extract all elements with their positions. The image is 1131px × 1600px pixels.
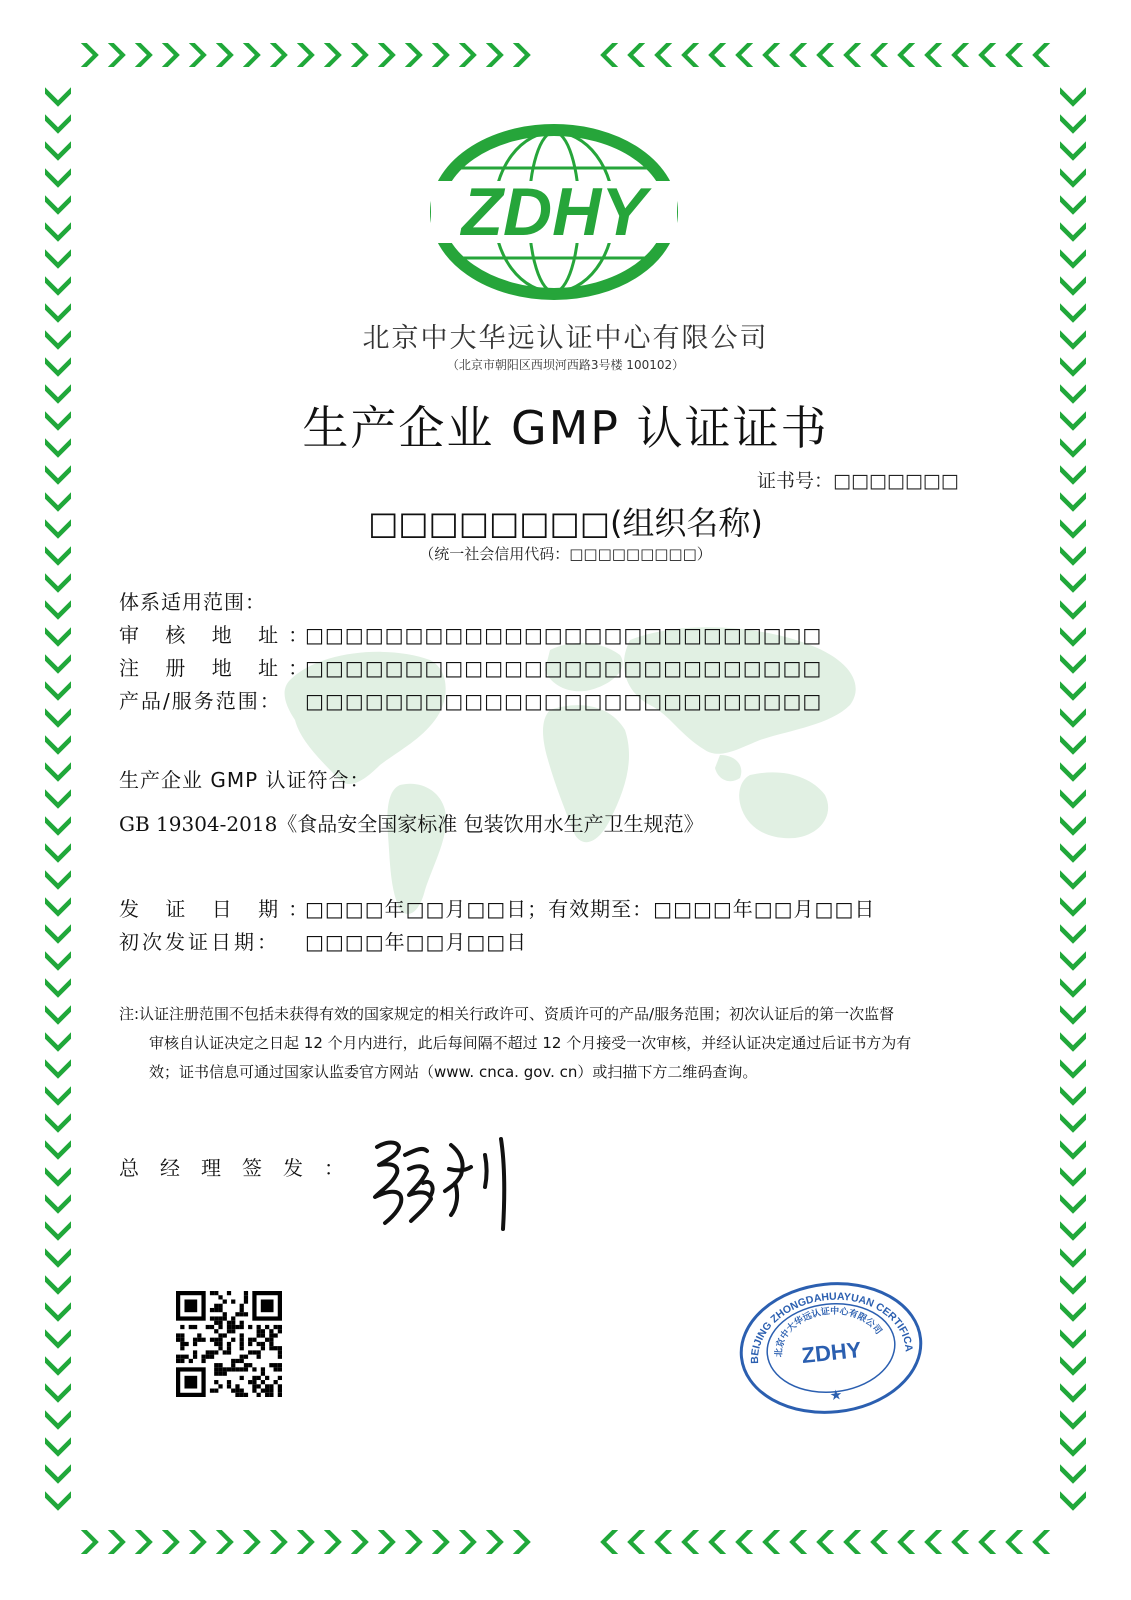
laurel-leaf xyxy=(1060,276,1086,296)
logo-text: ZDHY xyxy=(461,174,647,250)
laurel-leaf xyxy=(924,43,942,67)
scope-label: 体系适用范围： xyxy=(119,590,266,614)
laurel-leaf xyxy=(297,1530,315,1554)
laurel-leaf xyxy=(81,43,99,67)
laurel-leaf xyxy=(1060,1491,1086,1511)
laurel-leaf xyxy=(789,43,807,67)
laurel-leaf xyxy=(1060,978,1086,998)
laurel-leaf xyxy=(45,1491,71,1511)
laurel-leaf xyxy=(45,114,71,134)
laurel-leaf xyxy=(1060,1437,1086,1457)
laurel-leaf xyxy=(1005,1530,1023,1554)
laurel-leaf xyxy=(108,1530,126,1554)
laurel-leaf xyxy=(45,1356,71,1376)
company-name: 北京中大华远认证中心有限公司 xyxy=(362,323,769,354)
organization-name: □□□□□□□□(组织名称) xyxy=(368,504,763,542)
laurel-leaf xyxy=(1060,1005,1086,1024)
laurel-leaf xyxy=(1060,735,1086,755)
laurel-leaf xyxy=(405,1530,423,1554)
svg-text:ZDHY: ZDHY xyxy=(800,1336,863,1369)
laurel-leaf xyxy=(1060,897,1086,917)
scope-row xyxy=(119,586,266,615)
laurel-leaf xyxy=(1060,1356,1086,1376)
laurel-leaf xyxy=(627,1530,645,1554)
laurel-leaf xyxy=(45,222,71,242)
laurel-leaf xyxy=(45,1059,71,1079)
laurel-leaf xyxy=(1060,573,1086,593)
company-address: （北京市朝阳区西坝河西路3号楼 100102） xyxy=(446,358,685,372)
audit-address-row xyxy=(119,619,822,648)
laurel-leaf xyxy=(1005,43,1023,67)
laurel-leaf xyxy=(1060,1167,1086,1187)
laurel-leaf xyxy=(45,1113,71,1133)
laurel-leaf xyxy=(1032,43,1050,67)
laurel-leaf xyxy=(45,1005,71,1024)
laurel-leaf xyxy=(45,1194,71,1214)
laurel-leaf xyxy=(45,708,71,728)
laurel-leaf xyxy=(45,762,71,782)
note-line-2: 审核自认证决定之日起 12 个月内进行，此后每间隔不超过 12 个月接受一次审核，并经认证决定通过后证书方为有 xyxy=(149,1034,912,1052)
laurel-leaf xyxy=(45,1302,71,1322)
laurel-leaf xyxy=(627,43,645,67)
laurel-leaf xyxy=(1060,1329,1086,1349)
laurel-leaf xyxy=(1032,1530,1050,1554)
svg-text:BEIJING ZHONGDAHUAYUAN CERTIFI: BEIJING ZHONGDAHUAYUAN CERTIFICATION xyxy=(748,1290,915,1364)
product-scope-value: □□□□□□□□□□□□□□□□□□□□□□□□□□ xyxy=(305,689,823,713)
laurel-leaf xyxy=(324,1530,342,1554)
compliance-label: 生产企业 GMP 认证符合： xyxy=(119,768,371,792)
laurel-leaf xyxy=(45,141,71,161)
registered-address-value: □□□□□□□□□□□□□□□□□□□□□□□□□□ xyxy=(305,656,823,680)
note-paragraph xyxy=(119,1000,1019,1087)
laurel-leaf xyxy=(270,1530,288,1554)
laurel-leaf xyxy=(816,43,834,67)
laurel-leaf xyxy=(1060,1383,1086,1403)
laurel-leaf xyxy=(45,1383,71,1403)
laurel-leaf xyxy=(1060,222,1086,242)
laurel-leaf xyxy=(108,43,126,67)
laurel-leaf xyxy=(45,1248,71,1268)
laurel-leaf xyxy=(951,43,969,67)
laurel-leaf xyxy=(378,1530,396,1554)
laurel-leaf xyxy=(1060,924,1086,944)
laurel-leaf xyxy=(513,43,531,67)
laurel-leaf xyxy=(486,43,504,67)
laurel-leaf xyxy=(45,1032,71,1052)
laurel-leaf xyxy=(432,43,450,67)
certificate-title: 生产企业 GMP 认证证书 xyxy=(302,401,829,455)
laurel-leaf xyxy=(270,43,288,67)
laurel-leaf xyxy=(1060,141,1086,161)
laurel-leaf xyxy=(45,654,71,674)
laurel-leaf xyxy=(351,1530,369,1554)
laurel-leaf xyxy=(45,681,71,701)
laurel-leaf xyxy=(189,43,207,67)
product-scope-row xyxy=(119,685,822,714)
laurel-leaf xyxy=(45,789,71,809)
laurel-leaf xyxy=(1060,681,1086,701)
laurel-leaf xyxy=(45,951,71,971)
laurel-leaf xyxy=(843,1530,861,1554)
laurel-leaf xyxy=(654,43,672,67)
laurel-leaf xyxy=(45,276,71,296)
laurel-leaf xyxy=(1060,708,1086,728)
laurel-leaf xyxy=(189,1530,207,1554)
credit-code: （统一社会信用代码：□□□□□□□□□） xyxy=(419,545,712,563)
laurel-leaf xyxy=(324,43,342,67)
laurel-leaf xyxy=(816,1530,834,1554)
laurel-leaf xyxy=(135,43,153,67)
laurel-leaf xyxy=(45,816,71,836)
laurel-leaf xyxy=(45,600,71,620)
handwritten-signature xyxy=(365,1125,525,1235)
laurel-leaf xyxy=(1060,1464,1086,1484)
compliance-standard: GB 19304-2018《食品安全国家标准 包装饮用水生产卫生规范》 xyxy=(119,812,704,836)
laurel-leaf xyxy=(1060,1032,1086,1052)
registered-address-row xyxy=(119,652,822,681)
audit-address-value: □□□□□□□□□□□□□□□□□□□□□□□□□□ xyxy=(305,623,823,647)
laurel-leaf xyxy=(1060,1302,1086,1322)
laurel-leaf xyxy=(45,168,71,188)
issue-date-label: 发 证 日 期： xyxy=(119,897,319,921)
laurel-leaf xyxy=(45,1464,71,1484)
laurel-leaf xyxy=(45,1437,71,1457)
laurel-leaf xyxy=(978,43,996,67)
laurel-leaf xyxy=(162,43,180,67)
laurel-leaf xyxy=(708,1530,726,1554)
laurel-leaf xyxy=(45,627,71,647)
laurel-leaf xyxy=(1060,87,1086,107)
laurel-leaf xyxy=(243,1530,261,1554)
laurel-leaf xyxy=(1060,762,1086,782)
laurel-leaf xyxy=(459,1530,477,1554)
laurel-leaf xyxy=(1060,1059,1086,1079)
laurel-leaf xyxy=(1060,249,1086,269)
laurel-leaf xyxy=(432,1530,450,1554)
issue-date-value: □□□□年□□月□□日；有效期至：□□□□年□□月□□日 xyxy=(305,897,876,921)
laurel-leaf xyxy=(378,43,396,67)
laurel-leaf xyxy=(1060,789,1086,809)
laurel-leaf xyxy=(924,1530,942,1554)
laurel-leaf xyxy=(135,1530,153,1554)
laurel-leaf xyxy=(45,735,71,755)
laurel-leaf xyxy=(45,573,71,593)
laurel-leaf xyxy=(762,43,780,67)
laurel-leaf xyxy=(1060,1194,1086,1214)
laurel-leaf xyxy=(1060,951,1086,971)
laurel-leaf xyxy=(459,43,477,67)
laurel-leaf xyxy=(81,1530,99,1554)
laurel-leaf xyxy=(45,1410,71,1430)
laurel-leaf xyxy=(1060,843,1086,863)
laurel-leaf xyxy=(843,43,861,67)
initial-date-row xyxy=(119,926,527,955)
note-line-3: 效；证书信息可通过国家认监委官方网站（www. cnca. gov. cn）或扫描下方二维码查询。 xyxy=(149,1063,758,1081)
laurel-leaf xyxy=(1060,1410,1086,1430)
laurel-leaf xyxy=(735,43,753,67)
laurel-leaf xyxy=(216,43,234,67)
laurel-leaf xyxy=(45,1086,71,1106)
laurel-leaf xyxy=(600,43,618,67)
laurel-leaf xyxy=(45,195,71,215)
initial-date-label: 初次发证日期： xyxy=(119,930,280,954)
laurel-leaf xyxy=(45,1329,71,1349)
laurel-leaf xyxy=(45,843,71,863)
laurel-leaf xyxy=(1060,870,1086,890)
laurel-leaf xyxy=(297,43,315,67)
laurel-leaf xyxy=(951,1530,969,1554)
official-seal xyxy=(735,1278,927,1418)
laurel-leaf xyxy=(45,1221,71,1241)
laurel-leaf xyxy=(45,465,71,485)
laurel-leaf xyxy=(1060,654,1086,674)
laurel-leaf xyxy=(1060,1140,1086,1160)
laurel-leaf xyxy=(405,43,423,67)
laurel-leaf xyxy=(351,43,369,67)
laurel-leaf xyxy=(762,1530,780,1554)
laurel-leaf xyxy=(870,43,888,67)
laurel-leaf xyxy=(681,43,699,67)
laurel-leaf xyxy=(1060,195,1086,215)
qr-code[interactable] xyxy=(176,1291,282,1397)
zdhy-logo xyxy=(421,123,687,301)
svg-text:★: ★ xyxy=(828,1387,844,1405)
issue-date-row xyxy=(119,893,875,922)
laurel-leaf xyxy=(45,1140,71,1160)
laurel-leaf xyxy=(1060,816,1086,836)
certificate-number-value: □□□□□□□ xyxy=(833,470,959,492)
laurel-leaf xyxy=(45,1167,71,1187)
note-line-1: 注:认证注册范围不包括未获得有效的国家规定的相关行政许可、资质许可的产品/服务范围；初次认证后的第一次监督 xyxy=(119,1005,895,1023)
laurel-leaf xyxy=(897,1530,915,1554)
laurel-leaf xyxy=(1060,465,1086,485)
laurel-leaf xyxy=(45,870,71,890)
laurel-leaf xyxy=(681,1530,699,1554)
laurel-leaf xyxy=(897,43,915,67)
audit-address-label: 审 核 地 址： xyxy=(119,623,319,647)
laurel-leaf xyxy=(870,1530,888,1554)
laurel-leaf xyxy=(1060,1221,1086,1241)
laurel-leaf xyxy=(162,1530,180,1554)
laurel-leaf xyxy=(654,1530,672,1554)
certificate-number xyxy=(757,466,959,493)
laurel-leaf xyxy=(789,1530,807,1554)
laurel-leaf xyxy=(1060,114,1086,134)
laurel-leaf xyxy=(1060,1086,1086,1106)
laurel-leaf xyxy=(1060,1113,1086,1133)
laurel-leaf xyxy=(243,43,261,67)
laurel-leaf xyxy=(45,897,71,917)
registered-address-label: 注 册 地 址： xyxy=(119,656,319,680)
laurel-leaf xyxy=(45,924,71,944)
signer-label: 总经理签发： xyxy=(119,1156,365,1180)
laurel-leaf xyxy=(486,1530,504,1554)
laurel-leaf xyxy=(1060,1275,1086,1295)
laurel-leaf xyxy=(978,1530,996,1554)
certificate-number-label: 证书号： xyxy=(757,470,834,492)
laurel-leaf xyxy=(45,978,71,998)
laurel-leaf xyxy=(513,1530,531,1554)
laurel-leaf xyxy=(600,1530,618,1554)
laurel-leaf xyxy=(45,1275,71,1295)
laurel-leaf xyxy=(735,1530,753,1554)
laurel-leaf xyxy=(1060,1248,1086,1268)
laurel-leaf xyxy=(1060,600,1086,620)
laurel-leaf xyxy=(45,87,71,107)
laurel-leaf xyxy=(216,1530,234,1554)
laurel-leaf xyxy=(1060,168,1086,188)
laurel-leaf xyxy=(45,249,71,269)
laurel-leaf xyxy=(1060,627,1086,647)
product-scope-label: 产品/服务范围： xyxy=(119,689,282,713)
initial-date-value: □□□□年□□月□□日 xyxy=(305,930,528,954)
laurel-leaf xyxy=(708,43,726,67)
svg-text:北京中大华远认证中心有限公司: 北京中大华远认证中心有限公司 xyxy=(774,1306,884,1358)
